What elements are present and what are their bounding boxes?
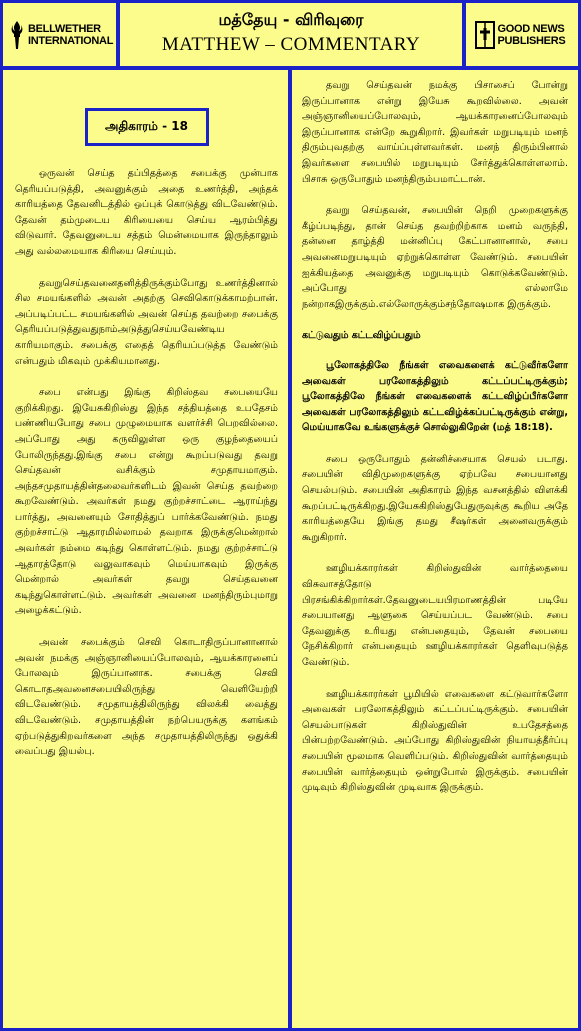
title-box (120, 3, 462, 66)
book-icon (475, 20, 495, 50)
bellwether-logo-text: BELLWETHER INTERNATIONAL (28, 22, 114, 47)
chapter-label: அதிகாரம் - 18 (85, 108, 209, 146)
bellwether-logo (9, 20, 114, 50)
title-english: MATTHEW – COMMENTARY (161, 34, 421, 55)
good-news-logo (475, 20, 570, 50)
bellwether-logo-box (3, 3, 116, 66)
right-column (292, 70, 578, 1028)
right-paragraph: ஊழியக்காரர்கள் கிறிஸ்துவின் வார்த்தையை விசுவாசத்தோடு பிரசங்கிக்கிறார்கள்.தேவனுடையபிரமாணத்தின் படியே சபையானது ஆளுகை செய்யப்பட வேண்டும். சபை தேவனுக்கு உரியது என்பதையும், தேவன் சபையை நேசிக்கிறார் என்பதையும் ஊழியக்காரர்கள் தெளிவுபடுத்த வேண்டும். (302, 563, 568, 668)
left-paragraph: ஒருவன் செய்த தப்பிதத்தை சபைக்கு முன்பாக தெரியப்படுத்தி, அவனுக்கும் அதை உணர்த்தி, அந்தக் காரியத்தை தேவனிடத்தில் ஒப்புக் கொடுத்து விடவேண்டும். தேவன் தம்முடைய கிரியையை செய்ய ஆரம்பித்து விடுவார். தேவனுடைய சத்தம் மென்மையாக இருந்தாலும் அது வல்லமையாக கிரியை செய்யும். (15, 168, 278, 257)
section-heading: கட்டுவதும் கட்டவிழ்ப்பதும் (302, 330, 421, 342)
left-paragraph: தவறுசெய்தவனைதனித்திருக்கும்போது உணர்த்தினால் சில சமயங்களில் அவன் அதற்கு செவிகொடுக்காமற்பான். அப்படிப்பட்ட சமயங்களில் அவன் செய்த தவற்றை சபைக்கு தெரியப்படுத்துவதுநாம்அடுத்துசெய்யவேண்டிய காரியமாகும். சபைக்கு எதைத் தெரியப்படுத்த வேண்டும் என்பதும் மிகவும் முக்கியமானது. (15, 277, 278, 367)
right-paragraph: தவறு செய்தவன், சபையின் நெறி முறைகளுக்கு கீழ்ப்படிந்து, தான் செய்த தவற்றிற்காக மனம் வருந்தி, தன்னை தாழ்த்தி மன்னிப்பு கேட்பானானால், சபை அவனைமறுபடியும் ஏற்றுக்கொள்ள வேண்டும். சபையின் ஐக்கியத்தை அவனுக்கு மறுபடியும் கொடுக்கவேண்டும். அப்போது எல்லாமே நன்றாகஇருக்கும்.எல்லோருக்கும்சந்தோஷமாக இருக்கும். (302, 205, 568, 310)
left-column (3, 70, 288, 1028)
torch-icon (9, 20, 25, 50)
left-paragraph: அவன் சபைக்கும் செவி கொடாதிருப்பானானால் அவன் நமக்கு அஞ்ஞானியைப்போலவும், ஆயக்காரனைப் போலவும் இருப்பானாக. சபைக்கு செவி கொடாதஅவனைசபையிலிருந்து வெளியேற்றி விடவேண்டும். சமுதாயத்திலிருந்து விலக்கி வைத்து விடவேண்டும். சமுதாயத்தின் நற்பெயருக்கு களங்கம் ஏற்படுத்துகிறவர்களை அந்த சமுதாயத்திலிருந்து ஒதுக்கி வைப்பது இயல்பு. (15, 637, 278, 758)
right-paragraph: தவறு செய்தவன் நமக்கு பிசாசைப் போன்று இருப்பானாக என்று இயேசு கூறவில்லை. அவன் அஞ்ஞானியைப்போலவும், ஆயக்காரனைப்போலவும் இருப்பானாக என்றே கூறுகிறார். இவர்கள் மறுபடியும் மனந் திரும்புவதற்கு வாய்ப்புள்ளவர்கள். மனந் திரும்பினால் இவர்களை சபையில் மறுபடியும் சேர்த்துக்கொள்ளலாம். பிசாசு ஒருபோதும் மனந்திரும்பமாட்டான். (302, 80, 568, 185)
good-news-logo-box (466, 3, 578, 66)
right-paragraph: சபை ஒருபோதும் தன்னிச்சையாக செயல் படாது. சபையின் விதிமுறைகளுக்கு ஏற்பவே சபையானது செயல்படும். சபையின் அதிகாரம் இந்த வசனத்தில் விளக்கி கூறப்பட்டிருக்கிறது.இயேசுகிறிஸ்துபேதுருவுக்கு கூறிய அதே காரியத்தையே இங்கு தமது சீஷர்கள் அனைவருக்கும் கூறுகிறார். (302, 453, 568, 543)
right-paragraph: ஊழியக்காரர்கள் பூமியில் எவைகளை கட்டுவார்களோ அவைகள் பரலோகத்திலும் கட்டப்பட்டிருக்கும். சபையின் செயல்பாடுகள் கிறிஸ்துவின் உபதேசத்தை பின்பற்றவேண்டும். அப்போது கிறிஸ்துவின் நியாயத்தீர்ப்பு சபையின் மூலமாக வெளிப்படும். கிறிஸ்துவின் வார்த்தையும் சபையின் வார்த்தையும் ஒன்றுபோல் இருக்கும். சபையின் முடிவும் கிறிஸ்துவின் முடிவாக இருக்கும். (302, 688, 568, 794)
left-paragraph: சபை என்பது இங்கு கிறிஸ்தவ சபையையே குறிக்கிறது. இயேசுகிறிஸ்து இந்த சத்தியத்தை உபதேசம் பண்ணியபோது சபை முழுமையாக வளர்ச்சி பெறவில்லை. அப்போது அது கருவிலுள்ள ஒரு குழந்தையைப் போலிருந்தது.இங்கு சபை என்று கூறப்படுவது தவறு செய்தவன் வசிக்கும் சமுதாயமாகும். அந்தசமுதாயத்தின்தலைவர்களிடம் இவன் செய்த தவற்றை கூறவேண்டும். அவர்கள் நமது குற்றச்சாட்டை ஆராய்ந்து பார்த்து, அவனையும் சோதித்துப் பார்க்கவேண்டும். நமது குற்றச்சாட்டு ஆதாரமில்லாமல் தவறாக இருக்குமென்றால் அவர்கள் நம்மை கடிந்து கொள்ளட்டும். நமது குற்றச்சாட்டு ஆதாரத்தோடு வலுவாகவும் மெய்யாகவும் இருக்கு மென்றால் அவர்கள் தவறு செய்தவனை கடிந்துகொள்ளட்டும். அவர்கள் அவனை மனந்திரும்புமாறு அழைக்கட்டும். (15, 387, 278, 617)
verse-quote: பூலோகத்திலே நீங்கள் எவைகளைக் கட்டுவீர்களோ அவைகள் பரலோகத்திலும் கட்டப்பட்டிருக்கும்; பூலோகத்திலே நீங்கள் எவைகளைக் கட்டவிழ்ப்பீர்களோ அவைகள் பரலோகத்திலும் கட்டவிழ்க்கப்பட்டிருக்கும் என்று, மெய்யாகவே உங்களுக்குச் சொல்லுகிறேன் (மத் 18:18). (302, 359, 568, 434)
title-tamil: மத்தேயு - விரிவுரை (218, 10, 364, 29)
good-news-logo-text: GOOD NEWS PUBLISHERS (497, 22, 566, 47)
